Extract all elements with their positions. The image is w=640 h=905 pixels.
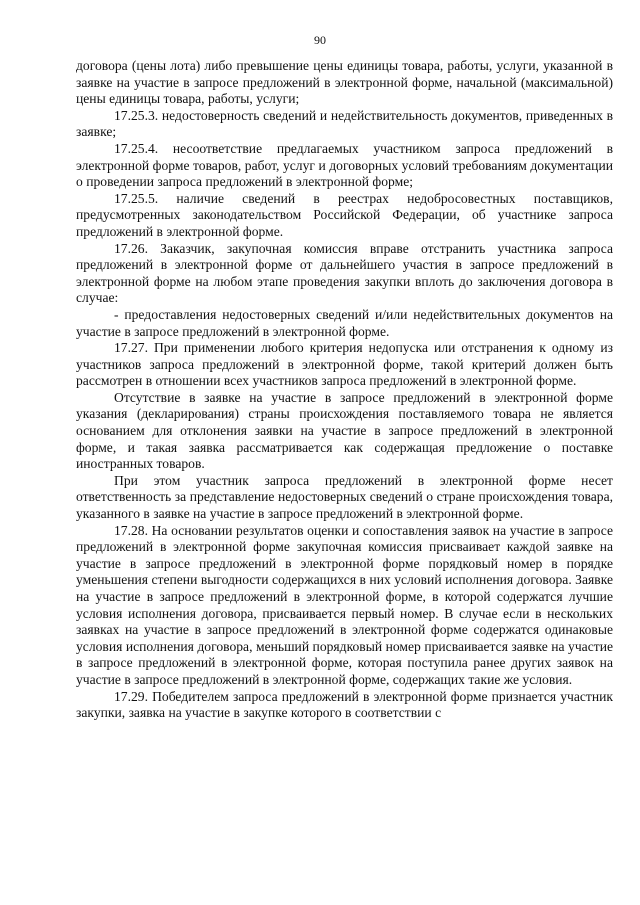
paragraph-17-29: 17.29. Победителем запроса предложений в электронной форме признается участник закупки, заявка на участие в закупке которого в соответствии с [76,688,613,721]
paragraph-17-26: 17.26. Заказчик, закупочная комиссия вправе отстранить участника запроса предложений в электронной форме от дальнейшего участия в запросе предложений в электронной форме на любом этапе проведения закупки вплоть до заключения договора в случае: [76,240,613,306]
paragraph-responsibility: При этом участник запроса предложений в электронной форме несет ответственность за представление недостоверных сведений о стране происхождения товара, указанного в заявке на участие в запросе предложений в электронной форме. [76,472,613,522]
paragraph-country-of-origin: Отсутствие в заявке на участие в запросе предложений в электронной форме указания (декларирования) страны происхождения поставляемого товара не является основанием для отклонения заявки на участие в запросе предложений в электронной форме, и такая заявка рассматривается как содержащая предложение о поставке иностранных товаров. [76,389,613,472]
document-body [76,58,613,722]
paragraph-17-25-3: 17.25.3. недостоверность сведений и недействительность документов, приведенных в заявке; [76,107,613,140]
paragraph-17-25-4: 17.25.4. несоответствие предлагаемых участником запроса предложений в электронной форме товаров, работ, услуг и договорных условий требованиям документации о проведении запроса предложений в электронной форме; [76,140,613,190]
paragraph-list-item: - предоставления недостоверных сведений и/или недействительных документов на участие в запросе предложений в электронной форме. [76,306,613,339]
paragraph-17-25-5: 17.25.5. наличие сведений в реестрах недобросовестных поставщиков, предусмотренных законодательством Российской Федерации, об участнике запроса предложений в электронной форме. [76,190,613,239]
page-number: 90 [314,33,326,47]
paragraph-17-27: 17.27. При применении любого критерия недопуска или отстранения к одному из участников запроса предложений в электронной форме, такой критерий должен быть рассмотрен в отношении всех участников запроса предложений в электронной форме. [76,340,613,389]
paragraph-continuation: договора (цены лота) либо превышение цены единицы товара, работы, услуги, указанной в заявке на участие в запросе предложений в электронной форме, начальной (максимальной) цены единицы товара, работы, услуги; [76,58,613,107]
paragraph-17-28: 17.28. На основании результатов оценки и сопоставления заявок на участие в запросе предложений в электронной форме закупочная комиссия присваивает каждой заявке на участие в запросе предложений в электронной форме порядковый номер в порядке уменьшения степени выгодности содержащихся в них условий исполнения договора. Заявке на участие в запросе предложений в электронной форме, в которой содержатся лучшие условия исполнения договора, присваивается первый номер. В случае если в нескольких заявках на участие в запросе предложений в электронной форме содержатся одинаковые условия исполнения договора, меньший порядковый номер присваивается заявке на участие в запросе предложений в электронной форме, которая поступила ранее других заявок на участие в запросе предложений в электронной форме, содержащих такие же условия. [76,522,613,687]
